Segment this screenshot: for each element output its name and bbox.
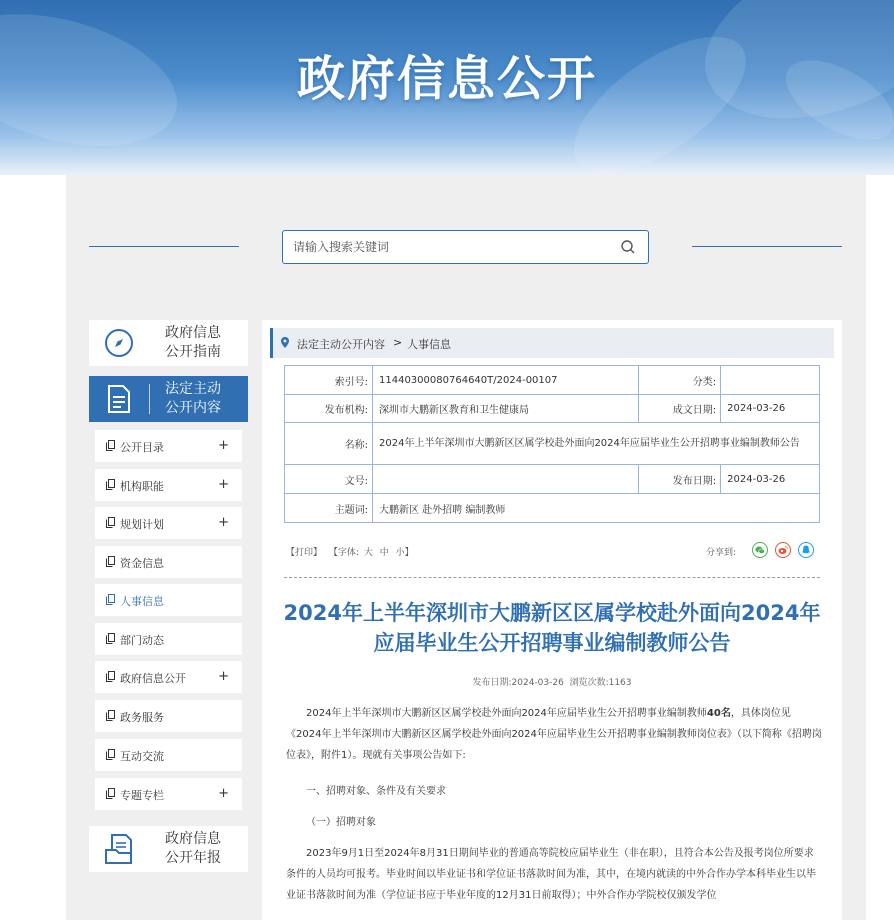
- meta-created-label: 成文日期:: [639, 395, 721, 423]
- meta-created-value: 2024-03-26: [721, 395, 820, 423]
- sidebar-item-functions[interactable]: [95, 469, 242, 501]
- meta-index-value: 11440300080764640T/2024-00107: [373, 366, 639, 395]
- document-meta-table: [284, 365, 820, 523]
- breadcrumb-level1[interactable]: 法定主动公开内容: [297, 338, 385, 351]
- expand-icon[interactable]: +: [218, 515, 229, 530]
- article-heading-2: （一）招聘对象: [306, 817, 376, 828]
- sidebar-guide-label: 政府信息 公开指南: [165, 325, 221, 360]
- article-views: 1163: [608, 678, 632, 688]
- sidebar-item-label: 规划计划: [120, 518, 164, 531]
- sidebar-item-catalog[interactable]: [95, 430, 242, 462]
- search-box: [282, 230, 649, 264]
- font-medium-link[interactable]: 中: [379, 548, 389, 558]
- location-pin-icon: [281, 337, 289, 348]
- sidebar-guide[interactable]: [89, 320, 248, 366]
- meta-published-label: 发布日期:: [639, 465, 721, 494]
- print-link[interactable]: 【打印】: [286, 548, 323, 558]
- sidebar-item-personnel[interactable]: [95, 584, 242, 616]
- document-icon: [106, 384, 132, 414]
- sidebar-item-funds[interactable]: [95, 546, 242, 578]
- sidebar-statutory-label: 法定主动 公开内容: [165, 381, 221, 416]
- expand-icon[interactable]: +: [218, 786, 229, 801]
- page-icon: [106, 671, 115, 682]
- qzone-icon[interactable]: [798, 542, 814, 558]
- meta-name-label: 名称:: [285, 423, 373, 465]
- sidebar-statutory[interactable]: [89, 376, 248, 422]
- search-divider-left: [89, 246, 239, 247]
- meta-publisher-value: 深圳市大鹏新区教育和卫生健康局: [373, 395, 639, 423]
- wechat-icon[interactable]: [752, 542, 768, 558]
- sidebar-item-label: 专题专栏: [120, 789, 164, 802]
- search-icon[interactable]: [620, 239, 636, 255]
- sidebar-divider: [149, 384, 150, 414]
- meta-subject-label: 主题词:: [285, 494, 373, 523]
- article-tools: [286, 545, 418, 558]
- sidebar-annual-label: 政府信息 公开年报: [165, 831, 221, 866]
- divider-dashed: [284, 577, 820, 578]
- share-label: 分享到:: [706, 548, 737, 558]
- article-paragraph-1: 2024年上半年深圳市大鹏新区区属学校赴外面向2024年应届毕业生公开招聘事业编制教师40名，具体岗位见《2024年上半年深圳市大鹏新区区属学校赴外面向2024年应届毕业生公开招聘事业编制教师岗位表》（以下简称《招聘岗位表》，附件1）。现就有关事项公告如下:: [286, 708, 822, 761]
- page-title: 政府信息公开: [296, 51, 597, 107]
- report-icon: [104, 833, 136, 865]
- search-divider-right: [692, 246, 842, 247]
- article-date: 2024-03-26: [511, 678, 564, 688]
- sidebar-item-label: 互动交流: [120, 750, 164, 763]
- sidebar-item-label: 公开目录: [120, 441, 164, 454]
- sidebar-item-label: 政府信息公开: [120, 672, 186, 685]
- sidebar-item-label: 人事信息: [120, 595, 164, 608]
- expand-icon[interactable]: +: [218, 438, 229, 453]
- sidebar-item-gov-info[interactable]: [95, 661, 242, 693]
- compass-icon: [104, 328, 134, 358]
- article-meta: [276, 675, 828, 688]
- article-date-label: 发布日期:: [472, 678, 512, 688]
- sidebar-item-news[interactable]: [95, 623, 242, 655]
- font-small-link[interactable]: 小】: [395, 548, 414, 558]
- sidebar-item-services[interactable]: [95, 700, 242, 732]
- page-icon: [106, 556, 115, 567]
- font-large-link[interactable]: 大: [363, 548, 373, 558]
- breadcrumb-separator: >: [393, 336, 403, 349]
- page-icon: [106, 788, 115, 799]
- meta-publisher-label: 发布机构:: [285, 395, 373, 423]
- breadcrumb-level2[interactable]: 人事信息: [407, 338, 451, 351]
- page-icon: [106, 749, 115, 760]
- font-size-label: 【字体:: [328, 548, 359, 558]
- meta-index-label: 索引号:: [285, 366, 373, 395]
- meta-name-value: 2024年上半年深圳市大鹏新区区属学校赴外面向2024年应届毕业生公开招聘事业编制教师公告: [373, 423, 820, 465]
- weibo-icon[interactable]: [775, 542, 791, 558]
- expand-icon[interactable]: +: [218, 477, 229, 492]
- header-banner: [0, 0, 894, 175]
- sidebar-item-topics[interactable]: [95, 778, 242, 810]
- search-input[interactable]: [283, 231, 603, 263]
- page-icon: [106, 633, 115, 644]
- breadcrumb: [270, 328, 834, 358]
- expand-icon[interactable]: +: [218, 669, 229, 684]
- meta-published-value: 2024-03-26: [721, 465, 820, 494]
- meta-doc-value: [373, 465, 639, 494]
- meta-doc-label: 文号:: [285, 465, 373, 494]
- article-heading-1: 一、招聘对象、条件及有关要求: [306, 786, 446, 797]
- sidebar-item-label: 机构职能: [120, 480, 164, 493]
- sidebar-annual-report[interactable]: [89, 826, 248, 872]
- sidebar-item-label: 部门动态: [120, 634, 164, 647]
- meta-subject-value: 大鹏新区 赴外招聘 编制教师: [373, 494, 820, 523]
- page-icon: [106, 440, 115, 451]
- sidebar-item-label: 政务服务: [120, 711, 164, 724]
- meta-category-value: [721, 366, 820, 395]
- sidebar-item-label: 资金信息: [120, 557, 164, 570]
- article-views-label: 浏览次数:: [569, 678, 609, 688]
- meta-category-label: 分类:: [639, 366, 721, 395]
- page-icon: [106, 594, 115, 605]
- page-icon: [106, 479, 115, 490]
- sidebar-item-interaction[interactable]: [95, 739, 242, 771]
- page-icon: [106, 710, 115, 721]
- article-paragraph-2: 2023年9月1日至2024年8月31日期间毕业的普通高等院校应届毕业生（非在职），且符合本公告及报考岗位所要求条件的人员均可报考。毕业时间以毕业证书和学位证书落款时间为准，其中，在境内就读的中外合作办学本科毕业生以毕业证书落款时间为准（学位证书应于毕业年度的12月31日前取得）；中外合作办学院校仅颁发学位: [286, 848, 816, 901]
- sidebar-item-plans[interactable]: [95, 507, 242, 539]
- article-title: 2024年上半年深圳市大鹏新区区属学校赴外面向2024年 应届毕业生公开招聘事业编制教师公告: [283, 601, 821, 655]
- page-icon: [106, 517, 115, 528]
